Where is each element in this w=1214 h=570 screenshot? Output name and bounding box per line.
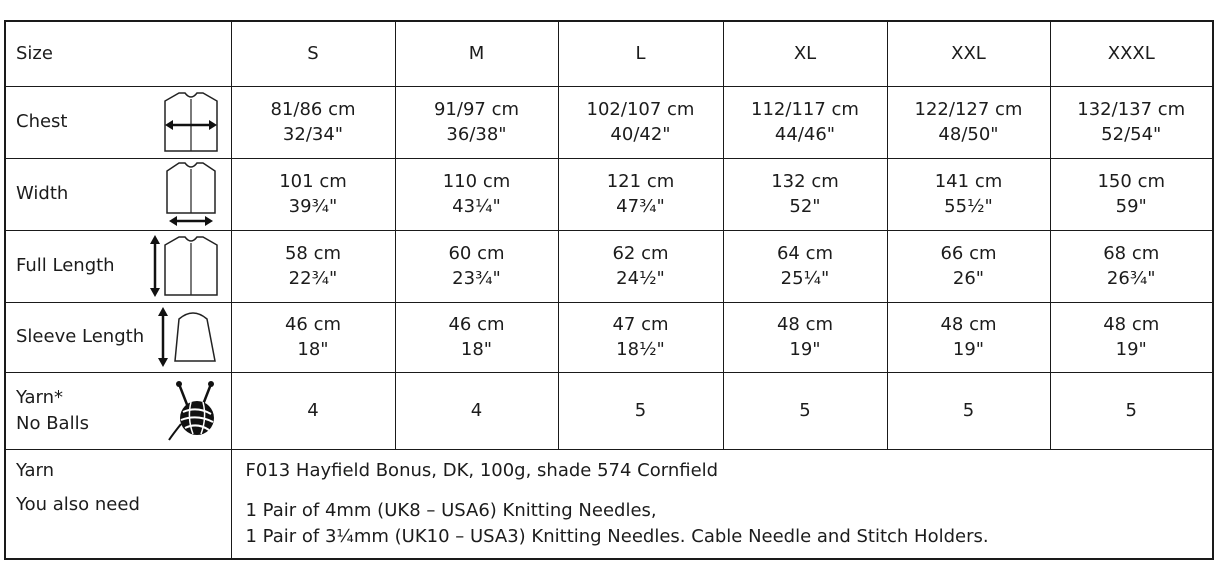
full-length-xxxl: 68 cm 26¾" (1050, 230, 1213, 302)
width-label: Width (16, 183, 69, 204)
sleeve-length-m: 46 cm 18" (395, 302, 558, 372)
chest-measure-icon (161, 89, 221, 155)
chest-l: 102/107 cm 40/42" (558, 86, 723, 158)
width-label-cell (5, 158, 231, 230)
chest-xl: 112/117 cm 44/46" (723, 86, 887, 158)
yarn-balls-label: Yarn* No Balls (16, 386, 89, 434)
yarn-balls-xxl: 5 (887, 372, 1050, 449)
yarn-info-label: Yarn (16, 459, 55, 481)
sleeve-length-label: Sleeve Length (16, 326, 145, 347)
chest-label-cell (5, 86, 231, 158)
width-s: 101 cm 39¾" (231, 158, 395, 230)
size-header-label-cell (5, 21, 231, 86)
full-length-xl: 64 cm 25¼" (723, 230, 887, 302)
chest-s: 81/86 cm 32/34" (231, 86, 395, 158)
info-text-cell (231, 449, 1213, 559)
yarn-balls-xxxl: 5 (1050, 372, 1213, 449)
full-length-measure-icon (149, 233, 221, 299)
needles-line-1: 1 Pair of 4mm (UK8 – USA6) Knitting Needles, (245, 499, 657, 521)
chest-xxl: 122/127 cm 48/50" (887, 86, 1050, 158)
yarn-balls-row (5, 372, 1213, 449)
yarn-ball-needles-icon (167, 380, 221, 442)
info-label-cell (5, 449, 231, 559)
width-xxl: 141 cm 55½" (887, 158, 1050, 230)
size-label: Size (16, 43, 53, 64)
info-row (5, 449, 1213, 559)
sleeve-length-xxl: 48 cm 19" (887, 302, 1050, 372)
yarn-balls-m: 4 (395, 372, 558, 449)
needles-line-2: 1 Pair of 3¼mm (UK10 – USA3) Knitting Needles. Cable Needle and Stitch Holders. (245, 525, 989, 547)
sleeve-length-measure-icon (157, 305, 221, 369)
full-length-m: 60 cm 23¾" (395, 230, 558, 302)
sleeve-length-s: 46 cm 18" (231, 302, 395, 372)
sleeve-length-l: 47 cm 18½" (558, 302, 723, 372)
full-length-label-cell (5, 230, 231, 302)
full-length-s: 58 cm 22¾" (231, 230, 395, 302)
width-row (5, 158, 1213, 230)
size-header-xxl: XXL (887, 21, 1050, 86)
size-header-xxxl: XXXL (1050, 21, 1213, 86)
width-xxxl: 150 cm 59" (1050, 158, 1213, 230)
full-length-label: Full Length (16, 255, 115, 276)
width-m: 110 cm 43¼" (395, 158, 558, 230)
yarn-balls-s: 4 (231, 372, 395, 449)
full-length-l: 62 cm 24½" (558, 230, 723, 302)
also-need-label: You also need (16, 493, 140, 515)
yarn-balls-l: 5 (558, 372, 723, 449)
width-measure-icon (161, 161, 221, 227)
size-header-s: S (231, 21, 395, 86)
width-l: 121 cm 47¾" (558, 158, 723, 230)
size-header-l: L (558, 21, 723, 86)
full-length-xxl: 66 cm 26" (887, 230, 1050, 302)
width-xl: 132 cm 52" (723, 158, 887, 230)
size-chart-table (4, 20, 1214, 560)
full-length-row (5, 230, 1213, 302)
sleeve-length-xxxl: 48 cm 19" (1050, 302, 1213, 372)
chest-label: Chest (16, 111, 68, 132)
size-header-xl: XL (723, 21, 887, 86)
chest-m: 91/97 cm 36/38" (395, 86, 558, 158)
size-header-row (5, 21, 1213, 86)
chest-xxxl: 132/137 cm 52/54" (1050, 86, 1213, 158)
chest-row (5, 86, 1213, 158)
sleeve-length-xl: 48 cm 19" (723, 302, 887, 372)
sleeve-length-label-cell (5, 302, 231, 372)
yarn-balls-xl: 5 (723, 372, 887, 449)
yarn-info-text: F013 Hayfield Bonus, DK, 100g, shade 574 Cornfield (245, 459, 719, 481)
sleeve-length-row (5, 302, 1213, 372)
yarn-balls-label-cell (5, 372, 231, 449)
size-header-m: M (395, 21, 558, 86)
